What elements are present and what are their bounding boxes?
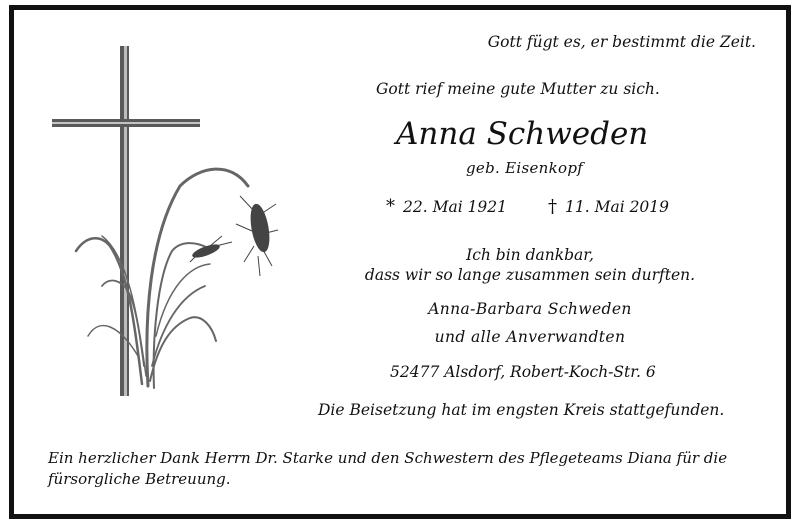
address: 52477 Alsdorf, Robert-Koch-Str. 6: [390, 363, 656, 381]
intro-text: Gott rief meine gute Mutter zu sich.: [376, 80, 660, 98]
birth-star-icon: *: [386, 196, 395, 217]
wheat-ear-icon: [190, 196, 278, 276]
motto: Gott fügt es, er bestimmt die Zeit.: [487, 33, 756, 51]
maiden-name: geb. Eisenkopf: [466, 159, 584, 177]
death-cross-icon: †: [548, 196, 557, 217]
cross-and-wheat-artwork: [40, 36, 290, 406]
cross-icon: [52, 46, 200, 396]
birth-line: [386, 196, 507, 217]
quote-line-2: dass wir so lange zusammen sein durften.: [364, 266, 696, 284]
thanks-note: Ein herzlicher Dank Herrn Dr. Starke und den Schwestern des Pflegeteams Diana für die fürsorgliche Betreuung.: [48, 449, 728, 488]
deceased-name: Anna Schweden: [396, 116, 649, 152]
death-date: 11. Mai 2019: [565, 198, 670, 216]
burial-note: Die Beisetzung hat im engsten Kreis stattgefunden.: [318, 401, 725, 419]
birth-date: 22. Mai 1921: [403, 198, 508, 216]
mourner-name: Anna-Barbara Schweden: [428, 300, 632, 318]
mourner-relatives: und alle Anverwandten: [434, 328, 626, 346]
death-line: [548, 196, 669, 217]
wheat-icon: [76, 169, 248, 388]
quote-line-1: Ich bin dankbar,: [466, 246, 594, 264]
